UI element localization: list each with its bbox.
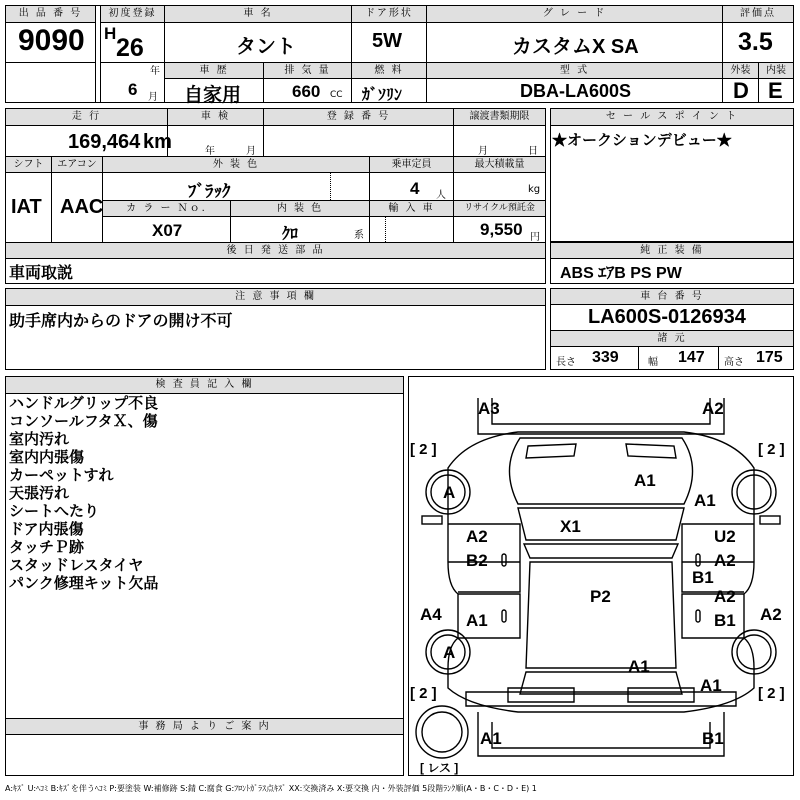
mark-right-front-fender: A1: [694, 491, 716, 510]
int-color-label: 内 装 色: [231, 201, 369, 216]
displacement: 660: [292, 82, 321, 101]
mark-right-front-door-b: A2: [714, 551, 736, 570]
inspector-lines: [9, 394, 399, 592]
ext-color-label: 外 装 色: [103, 157, 369, 172]
mark-right-rear-door-b: B1: [714, 611, 736, 630]
fuel: ｶﾞｿﾘﾝ: [362, 87, 403, 104]
shift-label: シフト: [6, 157, 51, 172]
reg-month: 6: [128, 80, 138, 99]
tire-count-rear-left: [ 2 ]: [410, 685, 437, 702]
tire-count-front-left: [ 2 ]: [410, 441, 437, 458]
tire-count-rear-right: [ 2 ]: [758, 685, 785, 702]
kg-unit: kg: [528, 184, 541, 195]
reg-year: 26: [116, 34, 144, 62]
grade: カスタムX SA: [512, 36, 639, 58]
inspector-line: ハンドルグリップ不良: [9, 394, 159, 412]
inspector-line: 室内汚れ: [9, 430, 70, 448]
inspector-label: 検 査 員 記 入 欄: [6, 377, 403, 393]
ac: AAC: [60, 196, 104, 218]
year-unit: 年: [150, 66, 160, 77]
sales-point-label: セ ー ル ス ポ イ ン ト: [551, 109, 793, 125]
history: 自家用: [184, 85, 242, 106]
yen-unit: 円: [530, 232, 540, 243]
model-label: 型 式: [427, 63, 722, 78]
reg-no-label: 登 録 番 号: [264, 109, 453, 125]
mark-left-front-wheel: A: [443, 483, 456, 502]
inspector-line: シートへたり: [9, 502, 100, 520]
inspection-label: 車 検: [168, 109, 263, 125]
recycle-label: リサイクル預託金: [454, 201, 545, 216]
inspector-line: タッチＰ跡: [9, 538, 85, 556]
car-name: タント: [236, 36, 296, 58]
width: 147: [678, 349, 705, 366]
mark-left-front-door-b: B2: [466, 551, 488, 570]
month-unit: 月: [148, 92, 158, 103]
spare-tire-label: [ レス ]: [420, 761, 459, 775]
int-color: ｸﾛ: [282, 226, 299, 243]
mark-right-front-door-a: U2: [714, 527, 736, 546]
ac-label: エアコン: [52, 157, 102, 172]
equipment-value: ABS ｴｱB PS PW: [560, 265, 682, 282]
cc-unit: CC: [330, 90, 343, 100]
mark-front-right-corner: A2: [702, 399, 724, 418]
inspector-line: ドア内張傷: [9, 520, 84, 538]
mark-left-rear-wheel: A: [443, 643, 456, 662]
mark-hood: A1: [634, 471, 656, 490]
deadline-month-unit: 月: [478, 146, 488, 157]
mark-left-rear-fender: A4: [420, 605, 442, 624]
capacity-label: 乗車定員: [370, 157, 453, 172]
notes-value: 助手席内からのドアの開け不可: [9, 313, 233, 330]
mark-left-front-door-a: A2: [466, 527, 488, 546]
int-color-unit: 系: [354, 230, 364, 241]
mileage: 169,464: [68, 131, 141, 153]
load-label: 最大積載量: [454, 157, 545, 172]
ext-color: ﾌﾞﾗｯｸ: [188, 182, 231, 201]
km-unit: km: [143, 131, 172, 153]
mileage-label: 走 行: [6, 109, 167, 125]
mark-trunk: A1: [628, 657, 650, 676]
mark-rear-right-corner: B1: [702, 729, 724, 748]
inspector-line: スタッドレスタイヤ: [9, 556, 144, 574]
era: H: [104, 24, 117, 43]
history-label: 車 歴: [165, 63, 263, 78]
equipment-label: 純 正 装 備: [551, 243, 793, 258]
chassis-value: LA600S-0126934: [588, 306, 746, 328]
mark-right-pillar: B1: [692, 568, 714, 587]
inspector-line: カーペットすれ: [9, 466, 114, 484]
length-label: 長さ: [556, 357, 576, 368]
chassis-label: 車 台 番 号: [551, 289, 793, 304]
deadline-day-unit: 日: [528, 146, 538, 157]
mark-front-left-corner: A3: [478, 399, 500, 418]
mark-floor: P2: [590, 587, 611, 606]
length: 339: [592, 349, 619, 366]
width-label: 幅: [648, 357, 658, 368]
mark-left-rear-door: A1: [466, 611, 488, 630]
inspector-line: コンソールフタＸ、傷: [9, 412, 158, 430]
inspector-line: 室内内張傷: [9, 448, 85, 466]
height: 175: [756, 349, 783, 366]
mark-right-rear-quarter: A1: [700, 676, 722, 695]
color-no: X07: [152, 221, 183, 240]
later-parts-value: 車両取説: [9, 265, 74, 282]
fuel-label: 燃 料: [352, 63, 426, 78]
color-no-label: カ ラ ー Ｎｏ.: [103, 201, 230, 216]
model: DBA-LA600S: [520, 81, 632, 101]
later-parts-label: 後 日 発 送 部 品: [6, 243, 545, 258]
deadline-label: 譲渡書類期限: [454, 109, 545, 125]
capacity: 4: [410, 179, 420, 198]
inspector-line: 天張汚れ: [9, 484, 70, 502]
interior-grade: E: [768, 78, 783, 103]
door: 5W: [372, 30, 402, 52]
shift: IAT: [11, 196, 42, 218]
exterior-grade: D: [733, 78, 749, 103]
lot-no-label: 出 品 番 号: [6, 6, 95, 22]
inspection-month-unit: 月: [246, 146, 256, 157]
interior-label: 内装: [759, 63, 793, 78]
sales-point: ★オークションデビュー★: [552, 132, 732, 149]
tire-count-front-right: [ 2 ]: [758, 441, 785, 458]
grade-label: グ レ ー ド: [427, 6, 722, 22]
import-label: 輸 入 車: [370, 201, 453, 216]
legend: A:ｷｽﾞ U:ﾍｺﾐ B:ｷｽﾞを伴うﾍｺﾐ P:要塗装 W:補修跡 S:錆 C:腐食 G:ﾌﾛﾝﾄｶﾞﾗｽ点ｷｽﾞ XX:交換済み X:要交換 内・外装評価 5段階ﾗﾝｸ順(A・B・C・D・E) 1: [5, 784, 537, 793]
door-label: ドア形状: [352, 6, 426, 22]
lot-no: 9090: [18, 24, 85, 57]
exterior-label: 外装: [723, 63, 758, 78]
car-name-label: 車 名: [165, 6, 351, 22]
mark-right-rear-door-a: A2: [714, 587, 736, 606]
notes-label: 注 意 事 項 欄: [6, 289, 545, 305]
score: 3.5: [738, 28, 773, 56]
recycle: 9,550: [480, 220, 523, 239]
office-label: 事 務 局 よ り ご 案 内: [6, 719, 403, 734]
inspection-year-unit: 年: [205, 146, 215, 157]
mark-rear-left-corner: A1: [480, 729, 502, 748]
specs-label: 諸 元: [551, 331, 793, 346]
displacement-label: 排 気 量: [264, 63, 351, 78]
mark-roof: X1: [560, 517, 581, 536]
first-reg-label: 初度登録: [101, 6, 164, 22]
car-damage-diagram: [408, 376, 794, 776]
score-label: 評価点: [723, 6, 793, 22]
person-unit: 人: [436, 190, 446, 201]
height-label: 高さ: [724, 357, 744, 368]
mark-right-rear-fender: A2: [760, 605, 782, 624]
inspector-line: パンク修理キット欠品: [9, 574, 159, 592]
